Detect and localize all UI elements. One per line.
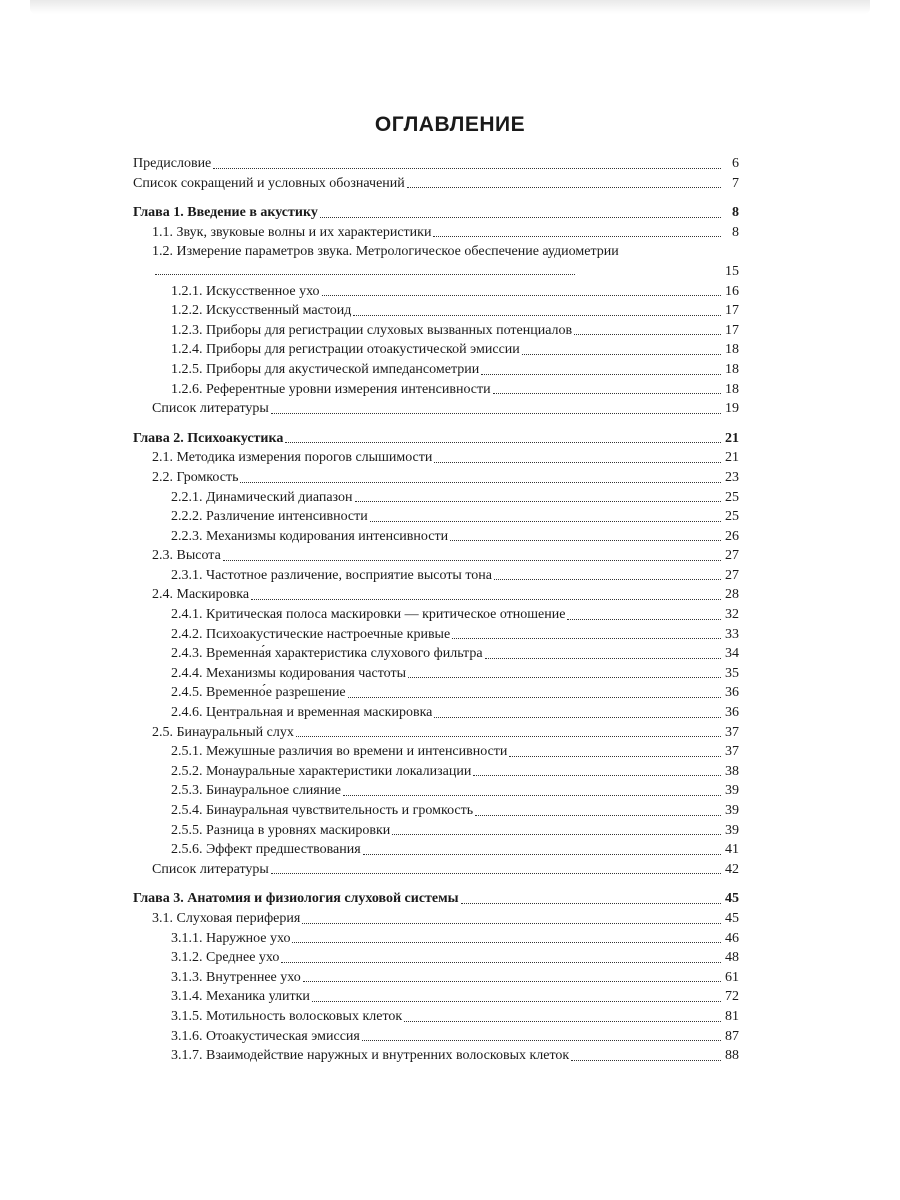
toc-entry[interactable] [133,605,739,625]
toc-entry[interactable] [133,703,739,723]
toc-page-number: 27 [725,567,739,583]
toc-leader-dots [522,354,721,355]
toc-leader-dots [348,697,721,698]
toc-entry[interactable] [133,929,739,949]
toc-entry[interactable] [133,948,739,968]
toc-entry[interactable] [133,987,739,1007]
toc-entry[interactable] [133,301,739,321]
toc-page-number: 33 [725,626,739,642]
toc-entry[interactable] [133,801,739,821]
toc-entry-label: 3.1.6. Отоакустическая эмиссия [171,1028,360,1044]
toc-entry-label: 2.2.3. Механизмы кодирования интенсивности [171,528,449,544]
toc-entry-label: 2.4.2. Психоакустические настроечные кривые [171,626,451,642]
toc-leader-dots [509,756,721,757]
toc-entry-label: 2.2.2. Различение интенсивности [171,509,368,525]
toc-entry-label: 2.4.5. Временно́е разрешение [171,685,346,701]
toc-entry[interactable] [133,821,739,841]
toc-page-number: 88 [725,1048,739,1064]
toc-entry[interactable] [133,762,739,782]
toc-leader-dots [567,619,721,620]
toc-page-number: 25 [725,489,739,505]
toc-leader-dots [574,334,721,335]
toc-entry[interactable] [133,468,739,488]
toc-leader-dots [213,168,721,169]
toc-leader-dots [481,374,721,375]
toc-page-number: 46 [725,930,739,946]
toc-page-number: 32 [725,607,739,623]
toc-page-number: 21 [725,430,739,446]
toc-leader-dots [271,873,721,874]
toc-page-number: 61 [725,969,739,985]
toc-entry-label: Список сокращений и условных обозначений [133,175,405,191]
toc-page-number: 6 [732,156,739,171]
toc-leader-dots [571,1060,721,1061]
toc-entry[interactable] [133,546,739,566]
toc-entry[interactable] [133,282,739,302]
page-title: ОГЛАВЛЕНИЕ [374,113,526,136]
toc-leader-dots [433,236,721,237]
toc-entry-label: 3.1.7. Взаимодействие наружных и внутренних волосковых клеток [171,1048,570,1064]
toc-entry[interactable] [133,340,739,360]
toc-page-number: 18 [725,361,739,377]
toc-page-number: 42 [725,861,739,877]
toc-entry-label: 1.2.4. Приборы для регистрации отоакустической эмиссии [171,342,520,358]
toc-entry-label: 2.5.5. Разница в уровнях маскировки [171,822,391,838]
toc-leader-dots [271,413,721,414]
toc-entry-label: 1.1. Звук, звуковые волны и их характеристики [152,224,432,240]
toc-leader-dots [281,962,721,963]
toc-page-number: 87 [725,1028,739,1044]
toc-entry[interactable] [133,1046,739,1066]
toc-entry-label: 3.1.5. Мотильность волосковых клеток [171,1008,403,1024]
toc-entry[interactable] [133,448,739,468]
toc-leader-dots [296,736,721,737]
toc-leader-dots [320,217,721,218]
toc-entry[interactable] [133,174,739,194]
toc-entry-label: Глава 1. Введение в акустику [133,205,318,221]
toc-entry-label: 1.2.5. Приборы для акустической импедансометрии [171,361,480,377]
toc-entry[interactable] [133,360,739,380]
toc-page-number: 39 [725,803,739,818]
toc-entry-label: 2.5.3. Бинауральное слияние [171,783,341,799]
toc-chapter-entry[interactable] [133,203,739,223]
toc-entry-label: 2.3.1. Частотное различение, восприятие высоты тона [171,567,492,583]
toc-entry[interactable] [133,1027,739,1047]
toc-entry-label: Список литературы [152,401,269,417]
toc-page-number: 39 [725,783,739,799]
toc-entry[interactable] [133,683,739,703]
toc-page-number: 45 [725,910,739,926]
toc-leader-dots [404,1021,721,1022]
toc-page-number: 18 [725,342,739,358]
toc-entry[interactable] [133,860,739,880]
toc-entry[interactable] [133,507,739,527]
toc-entry[interactable] [133,742,739,762]
toc-page-number: 72 [725,989,739,1005]
toc-leader-dots [493,393,721,394]
toc-entry[interactable] [133,399,739,419]
toc-entry-label: 2.4.6. Центральная и временная маскировка [171,705,433,721]
toc-entry[interactable] [133,909,739,929]
toc-entry-label: 3.1.3. Внутреннее ухо [171,969,301,985]
toc-entry-label: 2.5.1. Межушные различия во времени и интенсивности [171,744,508,760]
toc-leader-dots [303,981,721,982]
toc-leader-dots [312,1001,721,1002]
toc-leader-dots [461,903,721,904]
toc-leader-dots [370,521,721,522]
toc-page-number: 16 [725,283,739,299]
toc-leader-dots [434,462,721,463]
toc-page-number: 37 [725,724,739,740]
toc-page-number: 48 [725,950,739,966]
toc-entry-label: 2.2.1. Динамический диапазон [171,489,353,505]
toc-entry-label: Предисловие [133,156,212,171]
toc-entry[interactable] [133,723,739,743]
toc-leader-dots [223,560,721,561]
toc-entry-label: Глава 2. Психоакустика [133,430,284,446]
toc-leader-dots [362,1040,721,1041]
toc-entry-label: 2.4. Маскировка [152,587,250,603]
toc-entry[interactable] [133,664,739,684]
toc-chapter-entry[interactable] [133,889,739,909]
toc-page-number: 34 [725,646,739,662]
toc-entry[interactable] [133,625,739,645]
toc-page-number: 28 [725,587,739,603]
toc-entry-label: 1.2.1. Искусственное ухо [171,283,320,299]
toc-entry[interactable] [133,223,739,243]
toc-leader-dots [452,638,721,639]
toc-entry-label: 1.2.6. Референтные уровни измерения интенсивности [171,381,491,397]
toc-leader-dots [251,599,721,600]
toc-page-number: 15 [725,263,739,279]
toc-leader-dots [485,658,721,659]
toc-entry[interactable] [133,840,739,860]
toc-leader-dots [302,923,721,924]
toc-leader-dots [343,795,721,796]
toc-page-number: 23 [725,469,739,485]
toc-page-number: 21 [725,450,739,466]
toc-entry-label: 2.2. Громкость [152,469,239,485]
toc-page-number: 17 [725,303,739,319]
toc-entry[interactable] [133,566,739,586]
toc-entry-label: 2.4.3. Временна́я характеристика слухового фильтра [171,646,483,662]
toc-entry-label: Глава 3. Анатомия и физиология слуховой системы [133,891,459,907]
toc-leader-dots [285,442,721,443]
toc-entry-label: 2.4.4. Механизмы кодирования частоты [171,665,407,681]
toc-page-number: 45 [725,891,739,907]
toc-leader-dots [353,315,721,316]
toc-entry-label: 2.5. Бинауральный слух [152,724,294,740]
toc-entry[interactable] [133,321,739,341]
toc-page-number: 35 [725,665,739,681]
toc-leader-dots [292,942,721,943]
toc-entry[interactable] [133,154,739,174]
toc-page-number: 17 [725,322,739,338]
toc-leader-dots [475,815,721,816]
toc-entry-label: 3.1.1. Наружное ухо [171,930,291,946]
table-of-contents [133,154,739,1066]
toc-leader-dots [322,295,721,296]
toc-entry-label: 2.1. Методика измерения порогов слышимости [152,450,433,466]
toc-page-number: 19 [725,401,739,417]
toc-entry-label: 2.5.2. Монауральные характеристики локализации [171,763,472,779]
toc-page-number: 8 [732,224,739,240]
toc-entry-label: 1.2.2. Искусственный мастоид [171,303,352,319]
toc-entry[interactable] [133,242,739,281]
toc-entry-label: 2.3. Высота [152,548,221,564]
toc-page-number: 25 [725,509,739,525]
toc-leader-dots [240,482,721,483]
toc-leader-dots [155,273,575,275]
toc-entry[interactable] [133,527,739,547]
toc-entry-label: 2.4.1. Критическая полоса маскировки — критическое отношение [171,607,566,623]
toc-page-number: 36 [725,685,739,701]
toc-leader-dots [355,501,722,502]
toc-entry[interactable] [133,380,739,400]
toc-page-number: 39 [725,822,739,838]
toc-page-number: 36 [725,705,739,721]
toc-leader-dots [408,677,721,678]
toc-page-number: 37 [725,744,739,760]
toc-page-number: 38 [725,763,739,779]
toc-leader-dots [434,717,721,718]
toc-entry-label: 1.2.3. Приборы для регистрации слуховых вызванных потенциалов [171,322,573,338]
toc-entry[interactable] [133,488,739,508]
toc-page-number: 7 [732,175,739,191]
toc-entry[interactable] [133,644,739,664]
toc-leader-dots [450,540,721,541]
toc-entry[interactable] [133,585,739,605]
toc-entry-label: 3.1.4. Механика улитки [171,989,310,1005]
toc-page-number: 8 [732,205,739,221]
toc-entry[interactable] [133,968,739,988]
toc-leader-dots [392,834,721,835]
toc-page-number: 27 [725,548,739,564]
toc-entry[interactable] [133,781,739,801]
toc-entry-label: 2.5.6. Эффект предшествования [171,842,361,858]
toc-leader-dots [363,854,721,855]
toc-page-number: 41 [725,842,739,858]
toc-entry[interactable] [133,1007,739,1027]
toc-entry-label: 3.1.2. Среднее ухо [171,950,280,966]
toc-chapter-entry[interactable] [133,429,739,449]
toc-entry-label: 3.1. Слуховая периферия [152,910,301,926]
toc-page-number: 18 [725,381,739,397]
toc-page-number: 81 [725,1008,739,1024]
toc-page-number: 26 [725,528,739,544]
toc-leader-dots [407,187,721,188]
toc-entry-label: 1.2. Измерение параметров звука. Метрологическое обеспечение аудиометрии [152,242,723,281]
toc-entry-label: Список литературы [152,861,269,877]
page-top-edge [30,0,870,14]
toc-entry-label: 2.5.4. Бинауральная чувствительность и громкость [171,803,474,818]
toc-leader-dots [473,775,721,776]
toc-leader-dots [494,579,721,580]
